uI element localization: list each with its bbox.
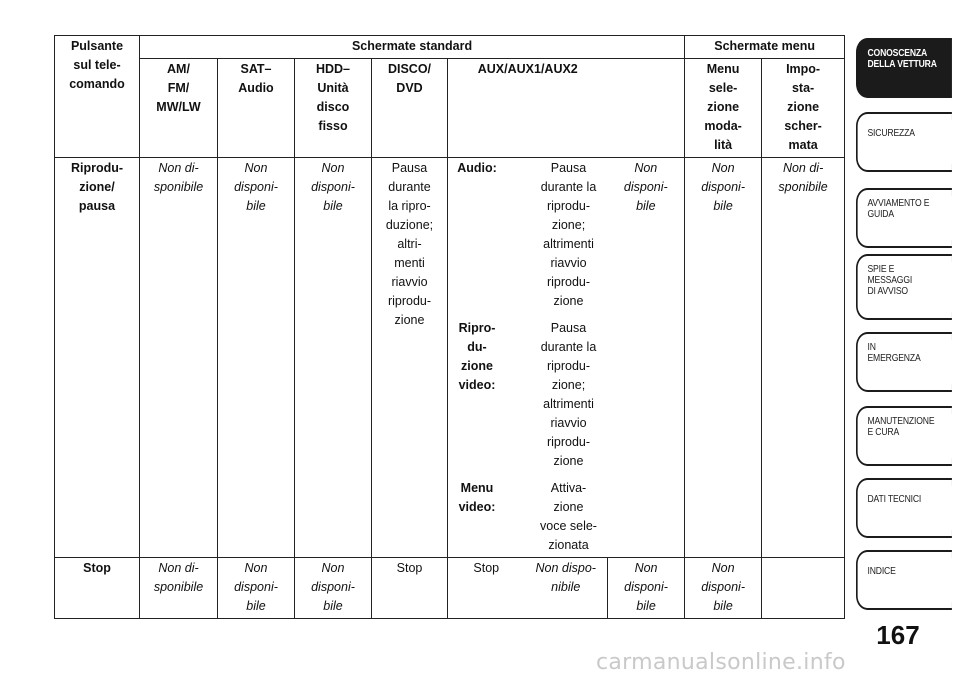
stop-label: Stop — [55, 558, 140, 619]
header-disco: DISCO/ DVD — [372, 59, 448, 158]
stop-aux-value: Non dispo- nibile — [525, 558, 608, 619]
header-menu-screens: Schermate menu — [685, 36, 845, 59]
header-standard-screens: Schermate standard — [140, 36, 685, 59]
header-hdd: HDD– Unità disco fisso — [295, 59, 372, 158]
stop-am: Non di- sponibile — [140, 558, 218, 619]
tab-indice[interactable]: INDICE — [856, 550, 952, 610]
stop-hdd: Non disponi- bile — [295, 558, 372, 619]
play-label: Riprodu- zione/ pausa — [55, 158, 140, 558]
play-sat: Non disponi- bile — [218, 158, 295, 558]
tab-avviamento-e-guida[interactable]: AVVIAMENTO E GUIDA — [856, 188, 952, 248]
tab-dati-tecnici[interactable]: DATI TECNICI — [856, 478, 952, 538]
row-stop — [55, 558, 845, 619]
header-am: AM/ FM/ MW/LW — [140, 59, 218, 158]
stop-menu-selection: Non disponi- bile — [685, 558, 762, 619]
watermark: carmanualsonline.info — [596, 650, 846, 675]
play-am: Non di- sponibile — [140, 158, 218, 558]
header-menu-selection: Menu sele- zione moda- lità — [685, 59, 762, 158]
stop-extra: Non disponi- bile — [608, 558, 685, 619]
aux-video-playback: Ripro- du- zione video: Pausa durante la riprodu- zione; altrimenti riavvio riprodu- zione — [458, 321, 597, 468]
header-sat: SAT– Audio — [218, 59, 295, 158]
header-aux: AUX/AUX1/AUX2 — [448, 59, 608, 158]
play-menu-selection: Non disponi- bile — [685, 158, 762, 558]
play-extra: Non disponi- bile — [608, 158, 685, 558]
tab-sicurezza[interactable]: SICUREZZA — [856, 112, 952, 172]
tab-manutenzione-e-cura[interactable]: MANUTENZIONE E CURA — [856, 406, 952, 466]
play-hdd: Non disponi- bile — [295, 158, 372, 558]
header-empty — [608, 59, 685, 158]
stop-screen-settings — [762, 558, 845, 619]
header-row-1 — [55, 36, 845, 59]
header-row-2 — [55, 59, 845, 158]
play-aux — [448, 158, 608, 558]
aux-audio: Audio: Pausa durante la riprodu- zione; altrimenti riavvio riprodu- zione — [457, 161, 597, 308]
stop-disco: Stop — [372, 558, 448, 619]
play-disco: Pausa durante la ripro- duzione; altri- menti riavvio riprodu- zione — [372, 158, 448, 558]
stop-aux: Stop — [448, 558, 525, 619]
header-screen-settings: Impo- sta- zione scher- mata — [762, 59, 845, 158]
tab-conoscenza-della-vettura[interactable]: CONOSCENZA DELLA VETTURA — [856, 38, 952, 98]
header-button: Pulsante sul tele- comando — [55, 36, 140, 158]
row-play-pause — [55, 158, 845, 558]
page-number: 167 — [876, 620, 920, 650]
tab-in-emergenza[interactable]: IN EMERGENZA — [856, 332, 952, 392]
tab-spie-e-messaggi[interactable]: SPIE E MESSAGGI DI AVVISO — [856, 254, 952, 320]
aux-video-menu: Menu video: Attiva- zione voce sele- zionata — [458, 481, 597, 552]
controls-table — [54, 35, 845, 619]
stop-sat: Non disponi- bile — [218, 558, 295, 619]
play-screen-settings: Non di- sponibile — [762, 158, 845, 558]
